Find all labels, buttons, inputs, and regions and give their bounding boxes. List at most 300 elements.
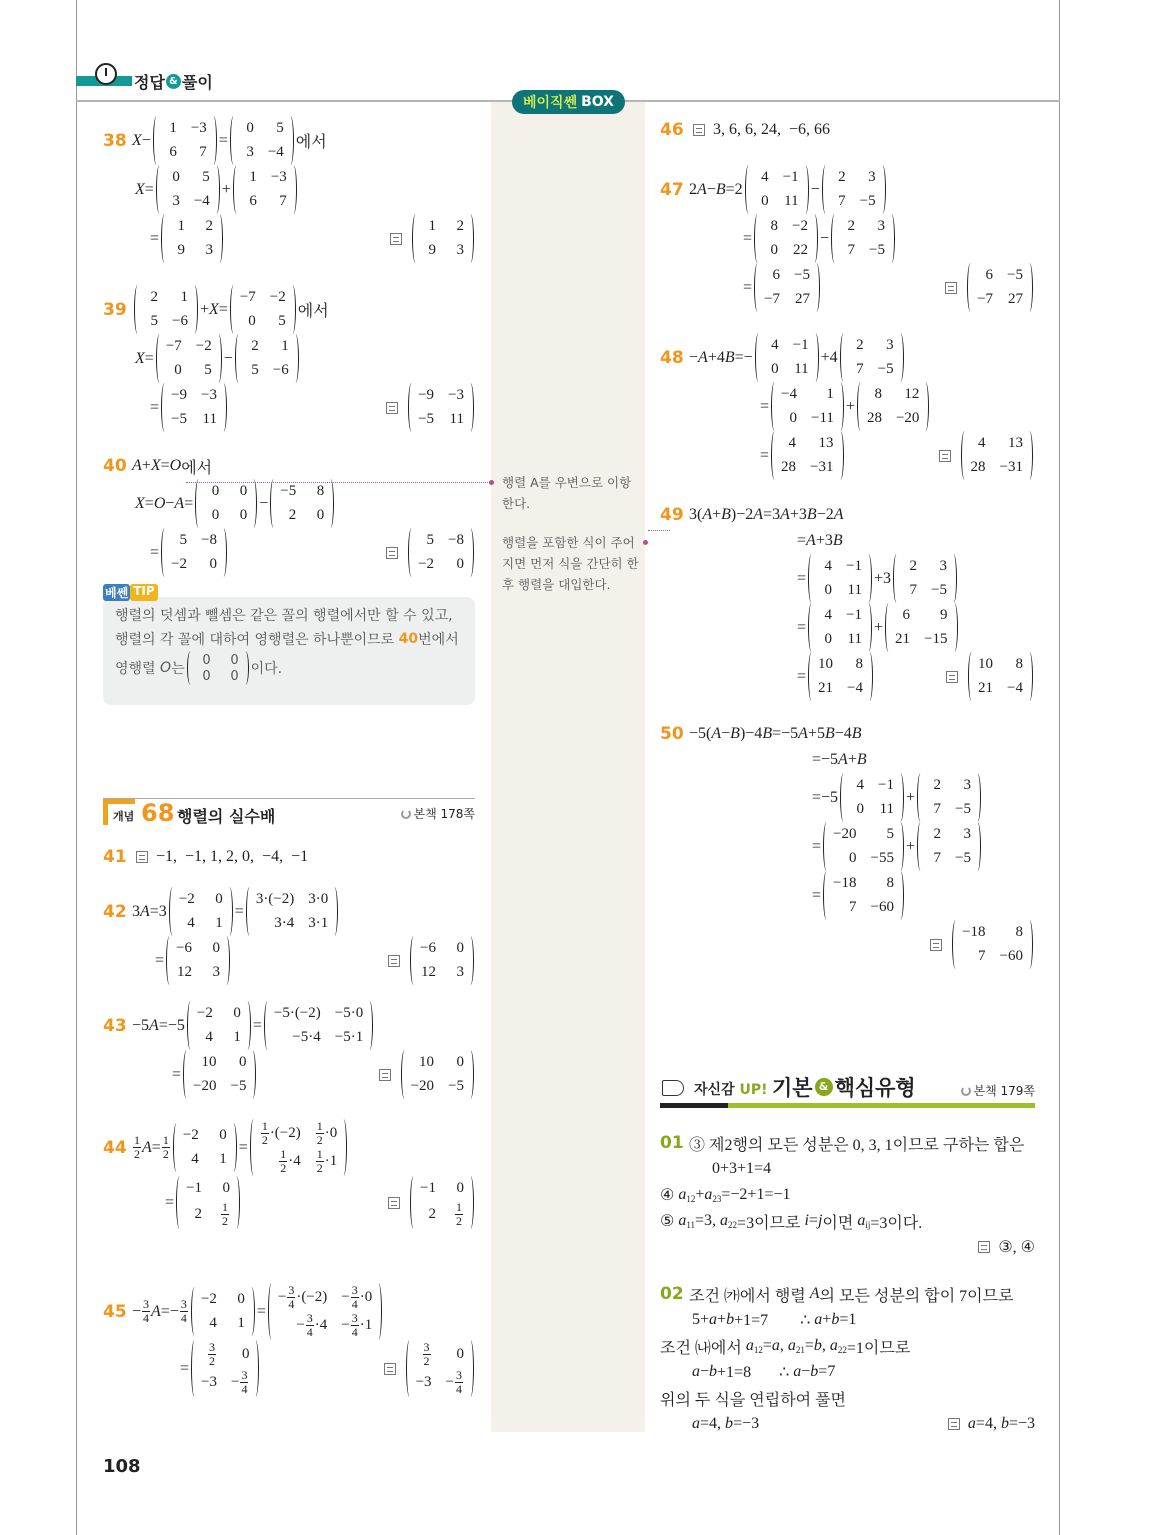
variable-letter: a (787, 1337, 796, 1354)
math-text: 2 (288, 507, 297, 523)
answer (384, 1176, 476, 1229)
math-text: 0 (222, 1180, 230, 1196)
matrix-entries (892, 603, 950, 652)
variable (678, 1212, 695, 1230)
math-text: 0 (239, 507, 248, 523)
math-text: −5·0 (334, 1005, 364, 1021)
variable-letter: A (140, 902, 150, 920)
problem-40 (103, 453, 476, 577)
matrix (917, 773, 981, 822)
matrix (250, 1119, 347, 1176)
matrix-entry (176, 937, 192, 960)
answer (375, 1050, 476, 1099)
math-text: −2 (182, 1127, 199, 1143)
matrix-entry (450, 1177, 464, 1200)
math-text: 21 (895, 631, 911, 647)
math-text: 3 (868, 169, 876, 185)
math-text: 9 (177, 242, 186, 258)
math-text: 2 (933, 777, 942, 793)
matrix (408, 383, 474, 432)
matrix (195, 479, 257, 528)
problem-39 (103, 285, 476, 432)
matrix-entry (197, 1002, 213, 1025)
matrix-entry (764, 239, 778, 262)
math-text: 3 (963, 777, 972, 793)
answer (942, 652, 1035, 701)
math-text: 에서 (295, 134, 327, 151)
math-text: 2 (856, 337, 864, 353)
right-paren (252, 1340, 259, 1397)
matrix-entries (762, 333, 812, 382)
variable-letter: A (702, 506, 713, 523)
core-up-text: UP! (739, 1082, 768, 1098)
matrix-entries (838, 214, 888, 263)
math-text: 2 (150, 289, 158, 305)
left-paren (134, 285, 141, 334)
matrix (134, 285, 198, 334)
matrix-entry (811, 407, 834, 430)
problem-number: 44 (103, 1137, 127, 1158)
left-paren (857, 382, 864, 431)
right-paren (213, 165, 220, 214)
variable-letter: A (132, 457, 142, 474)
variable-letter: O (169, 457, 182, 474)
matrix-entry (194, 190, 210, 213)
matrix-entries (240, 165, 290, 214)
matrix-entry (794, 288, 810, 311)
problem-number: 40 (103, 456, 127, 476)
matrix-entry (179, 912, 195, 935)
matrix-entry (818, 555, 832, 578)
matrix-entry (231, 1288, 245, 1311)
matrix-entries (237, 285, 289, 334)
variable-letter: A (780, 506, 790, 523)
math-text: =−5 (772, 725, 799, 742)
left-paren (250, 1119, 257, 1176)
matrix-entry (1007, 288, 1023, 311)
fraction (133, 1134, 141, 1161)
variable-letter: B (824, 725, 835, 742)
math-text: ⑤ (660, 1213, 679, 1230)
fraction (142, 1298, 150, 1325)
math-text: = (760, 397, 770, 415)
matrix-entry (818, 628, 832, 651)
matrix (235, 334, 299, 383)
answer (935, 431, 1035, 480)
math-text: + (712, 506, 722, 523)
matrix-entry (755, 166, 769, 189)
denominator: 2 (209, 1354, 215, 1368)
variable-letter: X (150, 457, 161, 474)
matrix (191, 1340, 259, 1397)
math-text: 1 (169, 120, 177, 136)
variable (810, 1363, 818, 1381)
matrix-entry (792, 215, 808, 238)
math-text: −3 (448, 387, 464, 403)
matrix-entry (1007, 677, 1023, 700)
matrix-entries (160, 116, 210, 165)
math-text: = (743, 229, 753, 247)
matrix-entry (240, 141, 254, 164)
left-paren (823, 871, 830, 920)
math-text: − (296, 1317, 305, 1333)
right-paren (467, 214, 474, 263)
matrix-entry (793, 358, 809, 381)
matrix-entries (198, 1340, 252, 1397)
matrix (967, 263, 1033, 312)
math-text: − (820, 229, 830, 247)
math-text: −2 (792, 218, 808, 234)
matrix-entry (201, 553, 217, 576)
solution-line (103, 1001, 476, 1050)
math-text: 0 (211, 483, 220, 499)
basic-box-label-a: 베이직쎈 (523, 95, 578, 111)
denominator: 2 (316, 1161, 323, 1175)
matrix-entry (274, 1002, 321, 1025)
math-text: 3, 6, 6, 24, −6, 66 (713, 121, 831, 138)
matrix-entry (201, 1341, 217, 1368)
math-text: 행렬의 각 꼴에 대하여 영행렬은 하나뿐이므로 (115, 632, 399, 648)
math-text: −5 (877, 361, 894, 377)
math-text: =3이므로 (737, 1214, 805, 1232)
problem-38 (103, 116, 476, 263)
math-text: −5·1 (334, 1029, 364, 1045)
math-text: 1 (826, 386, 834, 402)
right-paren (249, 1050, 256, 1099)
matrix-entry (171, 553, 187, 576)
numerator: 3 (456, 1368, 462, 1382)
page-number: 108 (103, 1456, 141, 1477)
variable (762, 725, 772, 743)
variable-letter: a (678, 1212, 687, 1229)
math-text: = (762, 1337, 772, 1354)
matrix-entry (764, 264, 780, 287)
matrix-entry (792, 239, 808, 262)
matrix-entry (765, 358, 779, 381)
denominator: 4 (306, 1325, 313, 1339)
math-text: 0 (770, 242, 779, 258)
math-text: 10 (818, 656, 834, 672)
matrix-entry (205, 480, 219, 503)
variable (725, 1415, 733, 1433)
right-paren (210, 116, 217, 165)
left-paren (169, 887, 176, 936)
right-paren (812, 333, 819, 382)
matrix-entries (778, 382, 837, 431)
math-text: 1 (428, 218, 436, 234)
math-text: ③ 제2행의 모든 성분은 0, 3, 1이므로 구하는 합은 (689, 1136, 1025, 1154)
math-text: 5 (204, 362, 212, 378)
math-text: 3 (132, 902, 140, 920)
header-title-b: 풀이 (181, 73, 213, 92)
matrix-entry (955, 847, 971, 870)
math-text: − (231, 1374, 240, 1390)
matrix-entries (830, 871, 897, 920)
fraction (279, 1148, 287, 1175)
left-paren (840, 333, 847, 382)
variable-letter: a (720, 1212, 729, 1229)
matrix-entries (194, 651, 242, 685)
variable (704, 1186, 721, 1204)
matrix-entry (896, 407, 919, 430)
math-text: −7 (165, 338, 182, 354)
math-text: + (822, 1311, 832, 1328)
variable-letter: B (721, 506, 731, 523)
math-text: −4 (193, 193, 210, 209)
math-text: −2 (418, 556, 435, 572)
math-text: 7 (838, 193, 846, 209)
math-text: −2 (178, 891, 195, 907)
matrix-entry (310, 480, 324, 503)
math-text: +1=7 ∴ (734, 1312, 815, 1329)
variable-letter: X (135, 494, 145, 512)
textbook-ref-text: 본책 179쪽 (973, 1084, 1035, 1098)
note-connector (186, 482, 490, 483)
math-text: 12 (421, 964, 436, 980)
variable (154, 495, 166, 513)
variable-letter: A (809, 1285, 820, 1302)
matrix-entries (847, 333, 897, 382)
math-text: − (810, 180, 820, 198)
math-text: 0 (230, 668, 239, 684)
math-text: − (445, 1374, 454, 1390)
variable (814, 1337, 822, 1355)
matrix-entry (201, 1288, 217, 1311)
matrix-entries (275, 1283, 375, 1340)
matrix-entry (818, 677, 833, 700)
math-text: − (165, 494, 175, 512)
matrix-entries (419, 214, 467, 263)
right-paren (242, 651, 249, 685)
math-text: +4 (820, 348, 838, 366)
math-text: 0+3+1=4 (712, 1160, 772, 1177)
math-text: 2 (251, 338, 259, 354)
matrix-entry (271, 190, 287, 213)
math-text: = (797, 532, 807, 549)
matrix-entry (197, 668, 211, 684)
numerator: 1 (162, 1133, 169, 1147)
answer-icon (384, 1363, 396, 1375)
matrix-entry (850, 774, 864, 797)
math-text: ③, ④ (998, 1239, 1035, 1256)
variable (721, 506, 731, 524)
math-text: +4 (707, 348, 725, 366)
variable-letter: a (704, 1186, 713, 1203)
right-paren (244, 1001, 251, 1050)
matrix-entry (1000, 921, 1023, 944)
math-text: 13 (818, 435, 834, 451)
variable (142, 1139, 152, 1157)
tip-label (103, 584, 158, 601)
left-paren (230, 285, 237, 334)
math-text: −18 (833, 875, 857, 891)
math-text: +3 (874, 569, 892, 587)
matrix-entry (448, 529, 464, 552)
matrix-entry (197, 1026, 213, 1049)
matrix-entry (781, 407, 797, 430)
left-paren (754, 214, 761, 263)
matrix (893, 554, 957, 603)
math-text: 행렬의 덧셈과 뺄셈은 같은 꼴의 행렬에서만 할 수 있고, (115, 608, 453, 624)
math-text: 7 (847, 242, 856, 258)
right-paren (220, 383, 227, 432)
math-text: = (256, 1302, 266, 1320)
matrix-entry (781, 432, 796, 455)
solution-line (103, 334, 476, 383)
math-text: 11 (879, 801, 895, 817)
variable-letter: B (715, 180, 726, 198)
math-text: 8 (1015, 924, 1023, 940)
matrix (754, 263, 820, 312)
math-text: +3 (789, 506, 807, 523)
variable-letter: B (851, 725, 862, 742)
math-text: −8 (201, 532, 217, 548)
math-text: 8 (316, 483, 325, 499)
matrix-entry (783, 190, 799, 213)
math-text: −4 (834, 725, 852, 742)
math-text: 3·0 (308, 891, 329, 907)
matrix-entry (240, 117, 254, 140)
math-text: −5 (280, 483, 297, 499)
matrix-entry (878, 774, 894, 797)
matrix-entry (903, 555, 917, 578)
math-text: 조건 ㈏에서 (660, 1339, 746, 1357)
matrix-entry (860, 190, 876, 213)
matrix (153, 116, 217, 165)
variable-letter: A (151, 1302, 161, 1320)
page-border-left (76, 0, 77, 1535)
math-text: −7 (239, 289, 256, 305)
left-paren (268, 1283, 275, 1340)
matrix-entry (171, 239, 185, 262)
matrix (968, 652, 1033, 701)
matrix-entry (201, 408, 217, 431)
problem-45 (103, 1283, 476, 1397)
left-paren (401, 1050, 408, 1099)
math-text: −5·(−2) (273, 1005, 321, 1021)
math-text: 5 (179, 532, 187, 548)
matrix-entries (815, 554, 865, 603)
matrix (952, 920, 1033, 969)
matrix-entries (242, 334, 292, 383)
fraction (240, 1369, 248, 1396)
matrix-entry (243, 190, 257, 213)
variable-letter: a (814, 1311, 823, 1328)
math-text: − (341, 1317, 350, 1333)
denominator: 4 (288, 1297, 295, 1311)
math-text: = (172, 1065, 182, 1083)
variable-letter: X (209, 300, 219, 318)
matrix (745, 165, 809, 214)
left-paren (264, 1001, 271, 1050)
math-text: + (847, 751, 857, 768)
matrix (169, 887, 233, 936)
math-text: =4, (700, 1415, 726, 1432)
matrix-entry (833, 872, 856, 895)
math-text: 11 (794, 361, 809, 377)
answer-icon (693, 124, 705, 136)
subscript: 22 (837, 1345, 847, 1355)
variable (711, 725, 721, 743)
variable-letter: a (857, 1212, 866, 1229)
left-paren (270, 479, 277, 528)
math-text: −1 (878, 777, 895, 793)
matrix-entry (240, 310, 256, 333)
right-paren (950, 554, 957, 603)
variable-letter: b (831, 1311, 840, 1328)
variable (697, 181, 707, 199)
variable-letter: b (810, 1363, 819, 1380)
left-paren (808, 652, 815, 701)
matrix (808, 652, 873, 701)
solution-line (660, 920, 1035, 969)
matrix-entry (833, 847, 856, 870)
matrix (771, 431, 843, 480)
right-paren (467, 1050, 474, 1099)
variable (170, 457, 182, 475)
math-text: −20 (895, 410, 920, 426)
matrix-entry (308, 888, 328, 911)
math-text: 이면 (822, 1214, 858, 1232)
math-text: 1 (233, 1029, 241, 1045)
solution-line (660, 333, 1035, 382)
math-text: 7 (978, 948, 986, 964)
matrix-entry (869, 239, 885, 262)
matrix-entry (233, 504, 247, 527)
matrix-entries (408, 1050, 467, 1099)
answer (380, 1340, 476, 1397)
solution-line (660, 1156, 1035, 1182)
solution-line (103, 165, 476, 214)
variable (830, 1337, 847, 1355)
math-text: −3 (415, 1374, 432, 1390)
matrix (410, 1176, 474, 1229)
variable (135, 495, 145, 513)
math-text: =−2+1=−1 (721, 1186, 791, 1203)
matrix-entries (415, 383, 467, 432)
matrix-entry (315, 1120, 338, 1147)
matrix-entry (206, 937, 220, 960)
math-text: =− (734, 348, 753, 366)
matrix-entry (201, 384, 217, 407)
math-text: 0 (789, 410, 797, 426)
matrix-entry (927, 774, 941, 797)
right-paren (1026, 920, 1033, 969)
matrix-entry (274, 1026, 321, 1049)
math-text: 3 (172, 193, 180, 209)
matrix-entry (191, 117, 207, 140)
numerator: 3 (180, 1297, 187, 1311)
matrix-entries (415, 528, 467, 577)
math-text: − (341, 1289, 350, 1305)
fraction (162, 1134, 170, 1161)
left-paren (156, 165, 163, 214)
variable (780, 506, 790, 524)
matrix-entry (256, 912, 294, 935)
solution-line (103, 1119, 476, 1176)
variable (132, 457, 142, 475)
variable (678, 1186, 695, 1204)
right-paren (226, 887, 233, 936)
right-paren (1026, 652, 1033, 701)
answer (382, 383, 476, 432)
matrix-entry (832, 190, 846, 213)
matrix-entry (924, 604, 947, 627)
concept-number: 68 (141, 799, 175, 827)
matrix-entry (194, 166, 210, 189)
math-text: 6 (985, 267, 994, 283)
solution-line (660, 1130, 1035, 1156)
